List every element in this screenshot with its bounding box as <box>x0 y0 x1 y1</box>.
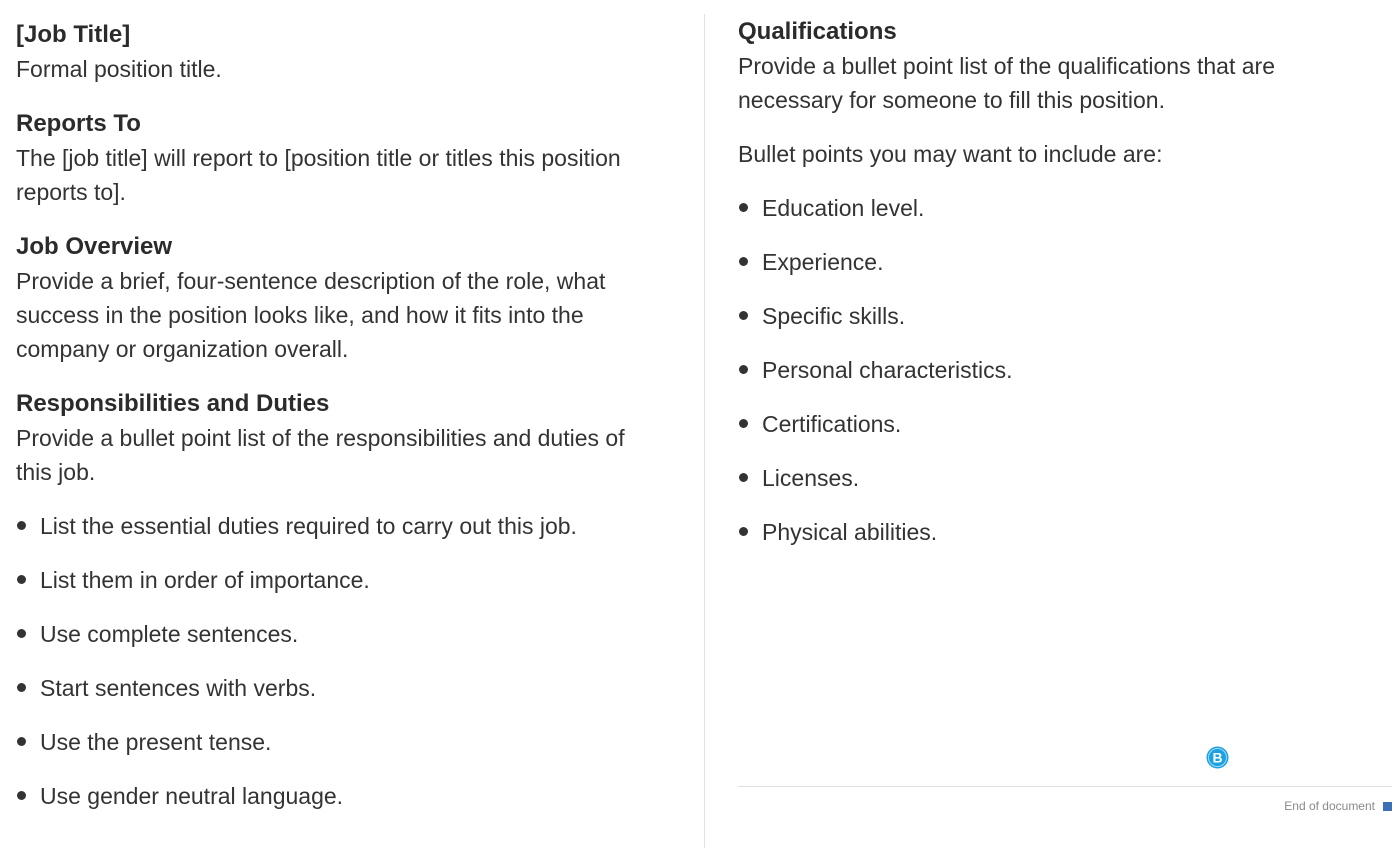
column-divider <box>704 14 705 848</box>
list-item-text: Use complete sentences. <box>40 621 299 647</box>
list-item[interactable] <box>738 299 1368 333</box>
list-item-text: Physical abilities. <box>762 519 938 545</box>
bullet-dot-icon <box>739 311 748 320</box>
bullet-dot-icon <box>17 575 26 584</box>
list-item-text: List them in order of importance. <box>40 567 370 593</box>
b-badge-letter: B <box>1212 749 1223 766</box>
list-item-text: Certifications. <box>762 411 902 437</box>
list-item[interactable] <box>738 245 1368 279</box>
list-item[interactable] <box>738 353 1368 387</box>
bullet-dot-icon <box>739 365 748 374</box>
bullet-dot-icon <box>739 203 748 212</box>
end-of-document-label: End of document <box>1284 799 1375 813</box>
job-overview-body[interactable]: Provide a brief, four-sentence description of the role, what success in the position looks like, and how it fits into the company or organization overall. <box>16 268 606 362</box>
responsibilities-list <box>16 509 666 813</box>
section-reports-to <box>16 107 666 209</box>
list-item[interactable] <box>738 461 1368 495</box>
bullet-dot-icon <box>739 257 748 266</box>
list-item[interactable] <box>16 779 666 813</box>
list-item-text: Experience. <box>762 249 884 275</box>
responsibilities-body[interactable]: Provide a bullet point list of the responsibilities and duties of this job. <box>16 425 625 485</box>
list-item-text: Specific skills. <box>762 303 906 329</box>
list-item[interactable] <box>16 563 666 597</box>
qualifications-heading[interactable]: Qualifications <box>738 18 897 45</box>
list-item[interactable] <box>16 509 666 543</box>
list-item-text: Start sentences with verbs. <box>40 675 317 701</box>
list-item-text: Education level. <box>762 195 925 221</box>
qualifications-list <box>738 191 1368 549</box>
end-of-document-indicator <box>1284 799 1392 813</box>
list-item[interactable] <box>738 407 1368 441</box>
list-item[interactable] <box>16 617 666 651</box>
list-item[interactable] <box>738 515 1368 549</box>
bullet-dot-icon <box>17 521 26 530</box>
bullet-dot-icon <box>17 791 26 800</box>
list-item[interactable] <box>738 191 1368 225</box>
section-qualifications <box>738 15 1368 117</box>
qualifications-intro[interactable]: Bullet points you may want to include are: <box>738 141 1163 167</box>
section-responsibilities <box>16 387 666 489</box>
bullet-dot-icon <box>17 683 26 692</box>
list-item-text: Use gender neutral language. <box>40 783 344 809</box>
list-item[interactable] <box>16 671 666 705</box>
list-item-text: List the essential duties required to carry out this job. <box>40 513 577 539</box>
qualifications-body[interactable]: Provide a bullet point list of the qualifications that are necessary for someone to fill this position. <box>738 53 1275 113</box>
reports-to-body[interactable]: The [job title] will report to [position title or titles this position reports to]. <box>16 145 621 205</box>
end-marker-icon <box>1383 802 1392 811</box>
job-title-body[interactable]: Formal position title. <box>16 56 222 82</box>
section-job-title <box>16 18 666 86</box>
list-item-text: Licenses. <box>762 465 860 491</box>
list-item-text: Personal characteristics. <box>762 357 1013 383</box>
bullet-dot-icon <box>739 473 748 482</box>
bullet-dot-icon <box>17 629 26 638</box>
right-column <box>738 15 1368 569</box>
list-item[interactable] <box>16 725 666 759</box>
b-badge-icon[interactable] <box>1205 745 1230 770</box>
section-job-overview <box>16 230 666 366</box>
responsibilities-heading[interactable]: Responsibilities and Duties <box>16 390 330 417</box>
bullet-dot-icon <box>739 527 748 536</box>
job-title-heading[interactable]: [Job Title] <box>16 21 131 48</box>
job-overview-heading[interactable]: Job Overview <box>16 233 173 260</box>
reports-to-heading[interactable]: Reports To <box>16 110 141 137</box>
bullet-dot-icon <box>17 737 26 746</box>
bullet-dot-icon <box>739 419 748 428</box>
footer-divider <box>738 786 1392 787</box>
left-column <box>16 18 666 833</box>
list-item-text: Use the present tense. <box>40 729 272 755</box>
